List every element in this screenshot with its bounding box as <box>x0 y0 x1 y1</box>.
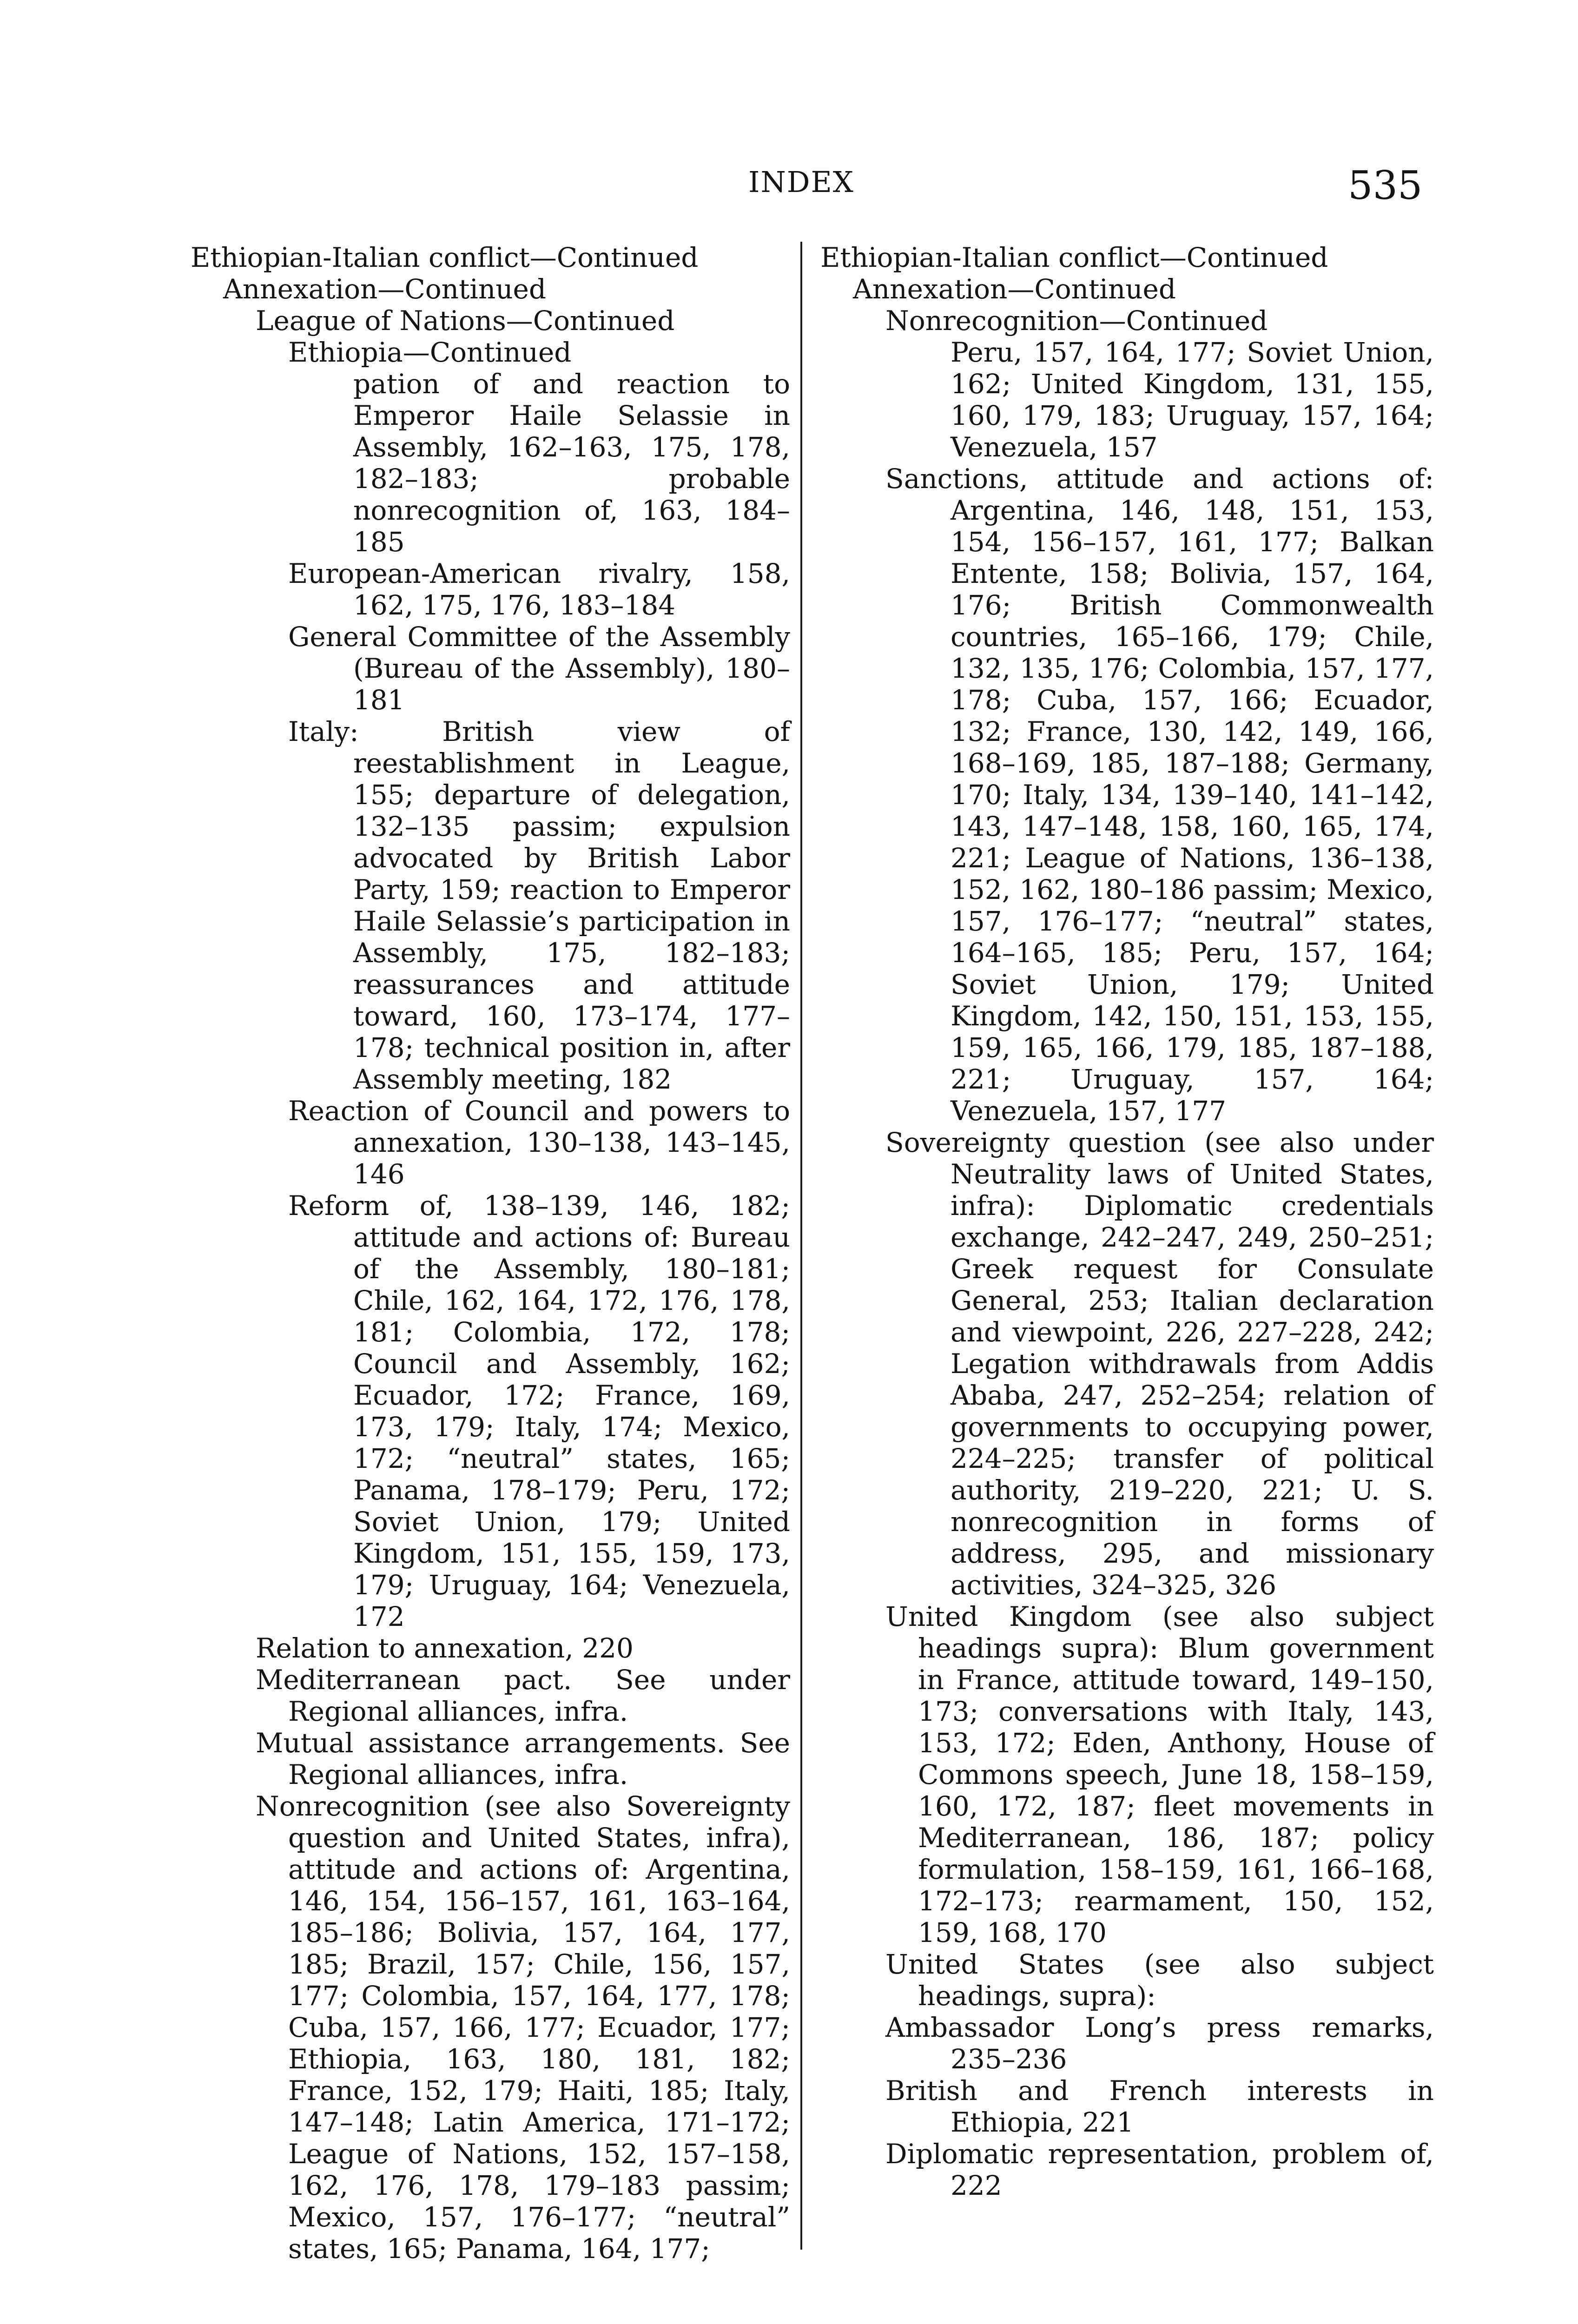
index-entry: Sanctions, attitude and actions of: Argentina, 146, 148, 151, 153, 154, 156–157, 161, 177; Balkan Entente, 158; Bolivia, 157, 164, 176; British Commonwealth countries, 165–166, 179; Chile, 132, 135, 176; Colombia, 157, 177, 178; Cuba, 157, 166; Ecuador, 132; France, 130, 142, 149, 166, 168–169, 185, 187–188; Germany, 170; Italy, 134, 139–140, 141–142, 143, 147–148, 158, 160, 165, 174, 221; League of Nations, 136–138, 152, 162, 180–186 passim; Mexico, 157, 176–177; “neutral” states, 164–165, 185; Peru, 157, 164; Soviet Union, 179; United Kingdom, 142, 150, 151, 153, 155, 159, 165, 166, 179, 185, 187–188, 221; Uruguay, 157, 164; Venezuela, 157, 177 <box>885 463 1434 1127</box>
index-entry: Mutual assistance arrangements. See Regional alliances, infra. <box>256 1727 790 1790</box>
index-entry: Ethiopia—Continued <box>288 337 572 368</box>
index-entry: Annexation—Continued <box>223 273 547 305</box>
right-column <box>820 242 1434 2201</box>
index-entry: Italy: British view of reestablishment in League, 155; departure of delegation, 132–135 passim; expulsion advocated by British Labor Party, 159; reaction to Emperor Haile Selassie’s participation in Assembly, 175, 182–183; reassurances and attitude toward, 160, 173–174, 177–178; technical position in, after Assembly meeting, 182 <box>288 716 790 1095</box>
index-entry: Ethiopian-Italian conflict—Continued <box>191 242 699 273</box>
index-entry: United Kingdom (see also subject headings supra): Blum government in France, attitude toward, 149–150, 173; conversations with Italy, 143, 153, 172; Eden, Anthony, House of Commons speech, June 18, 158–159, 160, 172, 187; fleet movements in Mediterranean, 186, 187; policy formulation, 158–159, 161, 166–168, 172–173; rearmament, 150, 152, 159, 168, 170 <box>885 1601 1434 1948</box>
left-column <box>191 242 790 2265</box>
index-entry: Ambassador Long’s press remarks, 235–236 <box>885 2012 1434 2075</box>
index-entry: Relation to annexation, 220 <box>256 1632 634 1664</box>
index-entry: European-American rivalry, 158, 162, 175, 176, 183–184 <box>288 558 790 621</box>
index-entry: United States (see also subject headings, supra): <box>885 1948 1434 2012</box>
index-entry: Nonrecognition—Continued <box>885 305 1268 337</box>
index-entry: General Committee of the Assembly (Bureau of the Assembly), 180–181 <box>288 621 790 716</box>
page-number: 535 <box>1348 163 1423 208</box>
index-entry: Sovereignty question (see also under Neutrality laws of United States, infra): Diplomatic credentials exchange, 242–247, 249, 250–251; Greek request for Consulate General, 253; Italian declaration and viewpoint, 226, 227–228, 242; Legation withdrawals from Addis Ababa, 247, 252–254; relation of governments to occupying power, 224–225; transfer of political authority, 219–220, 221; U. S. nonrecognition in forms of address, 295, and missionary activities, 324–325, 326 <box>885 1127 1434 1601</box>
index-entry: British and French interests in Ethiopia, 221 <box>885 2075 1434 2138</box>
index-entry: League of Nations—Continued <box>256 305 675 337</box>
index-entry: Mediterranean pact. See under Regional alliances, infra. <box>256 1664 790 1727</box>
index-entry: Ethiopian-Italian conflict—Continued <box>820 242 1328 273</box>
index-entry: Reform of, 138–139, 146, 182; attitude and actions of: Bureau of the Assembly, 180–181; Chile, 162, 164, 172, 176, 178, 181; Colombia, 172, 178; Council and Assembly, 162; Ecuador, 172; France, 169, 173, 179; Italy, 174; Mexico, 172; “neutral” states, 165; Panama, 178–179; Peru, 172; Soviet Union, 179; United Kingdom, 151, 155, 159, 173, 179; Uruguay, 164; Venezuela, 172 <box>288 1190 790 1632</box>
index-entry: Peru, 157, 164, 177; Soviet Union, 162; United Kingdom, 131, 155, 160, 179, 183; Uruguay, 157, 164; Venezuela, 157 <box>951 337 1434 463</box>
index-entry: Diplomatic representation, problem of, 222 <box>885 2138 1434 2201</box>
index-entry: Nonrecognition (see also Sovereignty question and United States, infra), attitude and actions of: Argentina, 146, 154, 156–157, 161, 163–164, 185–186; Bolivia, 157, 164, 177, 185; Brazil, 157; Chile, 156, 157, 177; Colombia, 157, 164, 177, 178; Cuba, 157, 166, 177; Ecuador, 177; Ethiopia, 163, 180, 181, 182; France, 152, 179; Haiti, 185; Italy, 147–148; Latin America, 171–172; League of Nations, 152, 157–158, 162, 176, 178, 179–183 passim; Mexico, 157, 176–177; “neutral” states, 165; Panama, 164, 177; <box>256 1790 790 2265</box>
running-head: INDEX <box>748 165 854 199</box>
index-entry: pation of and reaction to Emperor Haile Selassie in Assembly, 162–163, 175, 178, 182–183; probable nonrecognition of, 163, 184–185 <box>353 368 790 558</box>
column-rule <box>800 242 802 2250</box>
index-entry: Reaction of Council and powers to annexation, 130–138, 143–145, 146 <box>288 1095 790 1190</box>
index-entry: Annexation—Continued <box>853 273 1176 305</box>
